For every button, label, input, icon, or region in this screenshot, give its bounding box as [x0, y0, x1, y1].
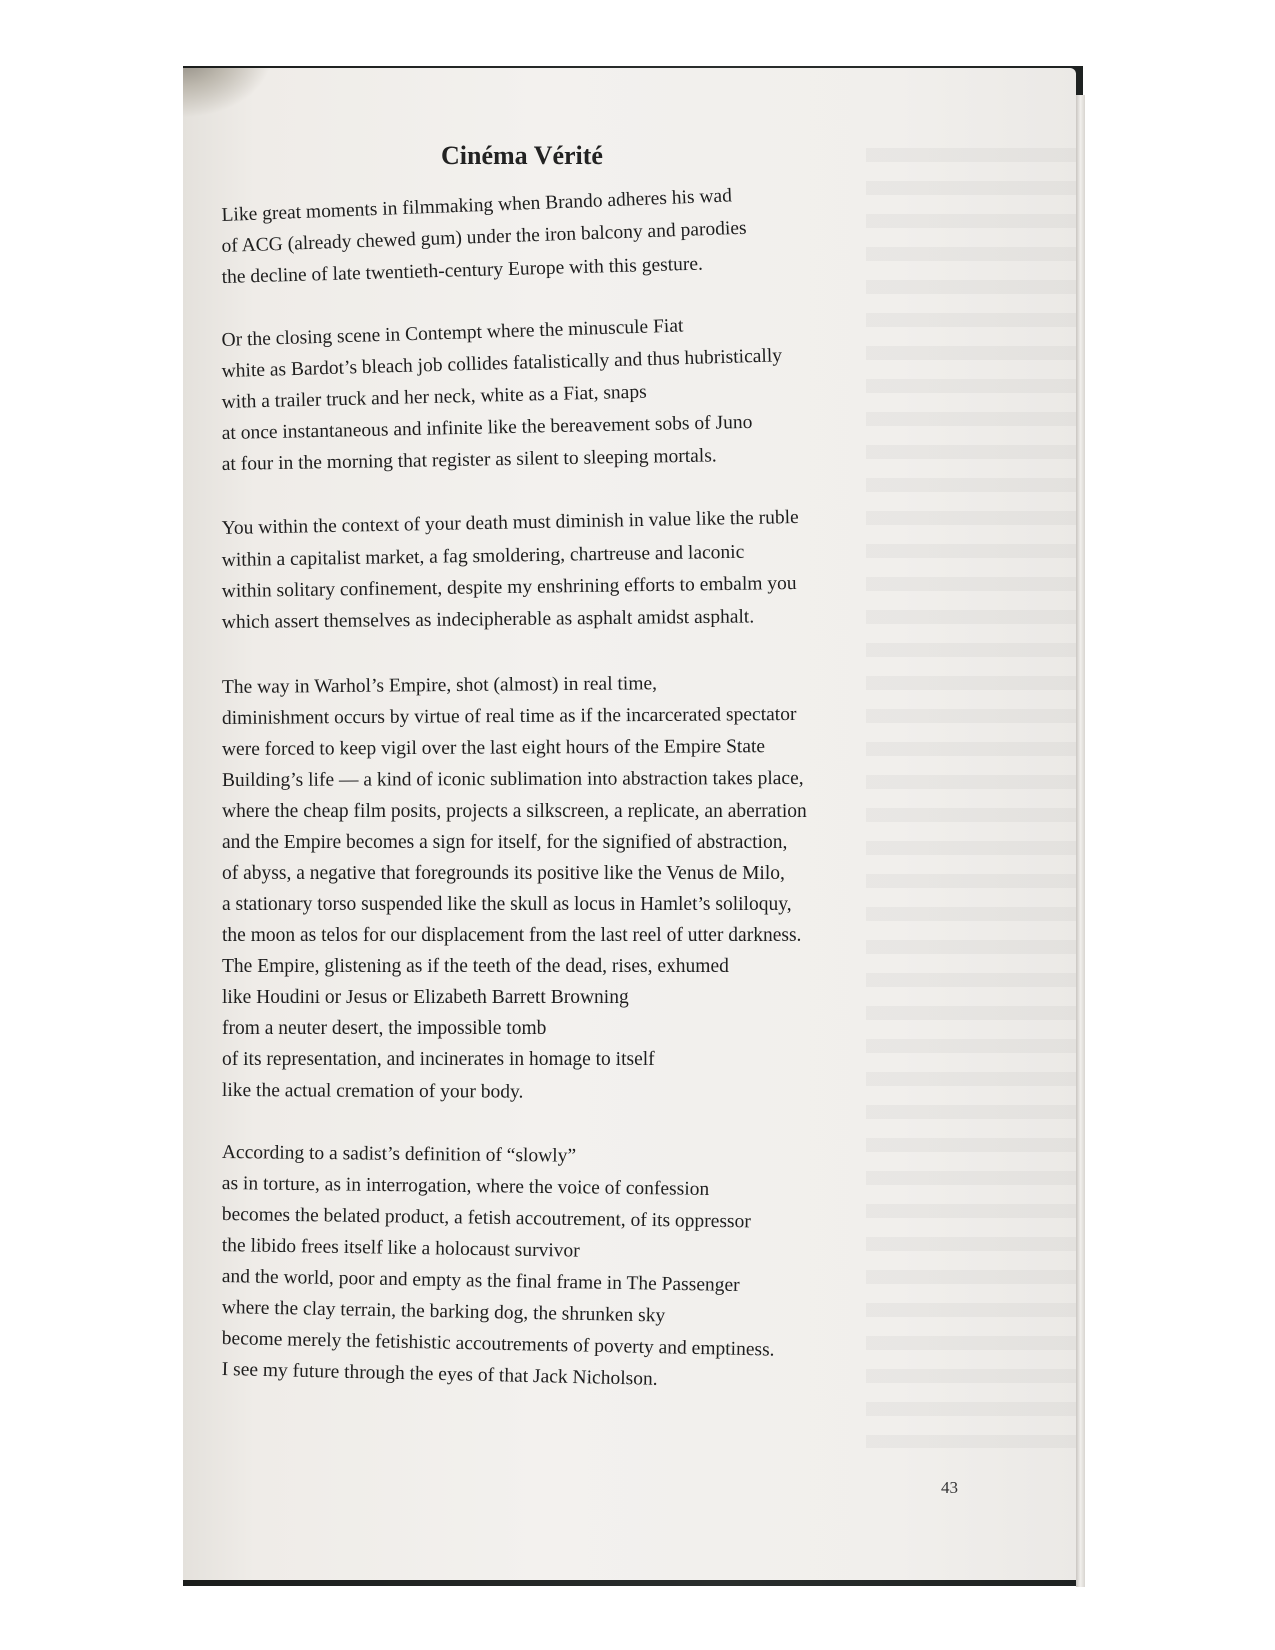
poem-line: of abyss, a negative that foregrounds its positive like the Venus de Milo,	[222, 863, 785, 884]
poem-line: within a capitalist market, a fag smoldering, chartreuse and laconic	[221, 541, 745, 572]
poem-line: Or the closing scene in Contempt where the minuscule Fiat	[221, 315, 684, 352]
show-through-text	[866, 148, 1076, 1448]
page-number: 43	[941, 1478, 958, 1497]
poem-line: like the actual cremation of your body.	[221, 1080, 524, 1103]
poem-line: Like great moments in filmmaking when Brando adheres his wad	[221, 185, 733, 227]
poem-line: The way in Warhol’s Empire, shot (almost) in real time,	[221, 673, 658, 699]
poem-line: the moon as telos for our displacement from the last reel of utter darkness.	[222, 925, 802, 946]
poem-line: and the world, poor and empty as the final frame in The Passenger	[221, 1266, 740, 1297]
poem-line: at once instantaneous and infinite like the bereavement sobs of Juno	[221, 411, 753, 445]
poem-line: of ACG (already chewed gum) under the iron balcony and parodies	[221, 217, 747, 258]
poem-line: which assert themselves as indecipherable as asphalt amidst asphalt.	[221, 606, 755, 634]
poem-line: at four in the morning that register as silent to sleeping mortals.	[221, 445, 717, 476]
poem-line: where the cheap film posits, projects a silkscreen, a replicate, an aberration	[222, 801, 807, 822]
poem-line: Building’s life — a kind of iconic sublimation into abstraction takes place,	[221, 767, 804, 791]
poem-line: the decline of late twentieth-century Europe with this gesture.	[221, 253, 704, 289]
poem-line: a stationary torso suspended like the skull as locus in Hamlet’s soliloquy,	[222, 894, 792, 915]
poem-line: where the clay terrain, the barking dog, the shrunken sky	[221, 1297, 666, 1327]
poem-line: the libido frees itself like a holocaust survivor	[221, 1235, 580, 1262]
poem-line: become merely the fetishistic accoutrements of poverty and emptiness.	[221, 1328, 775, 1361]
poem-line: within solitary confinement, despite my enshrining efforts to embalm you	[221, 572, 797, 603]
poem-line: The Empire, glistening as if the teeth of the dead, rises, exhumed	[222, 956, 729, 977]
page-edge	[1076, 95, 1085, 1587]
poem-line: of its representation, and incinerates in homage to itself	[222, 1049, 655, 1070]
poem-line: You within the context of your death must diminish in value like the ruble	[221, 506, 799, 540]
poem-line: white as Bardot’s bleach job collides fatalistically and thus hubristically	[221, 345, 783, 383]
poem-line: diminishment occurs by virtue of real time as if the incarcerated spectator	[221, 703, 797, 729]
poem-line: and the Empire becomes a sign for itself, for the signified of abstraction,	[222, 832, 788, 853]
poem-line: as in torture, as in interrogation, where the voice of confession	[221, 1173, 710, 1200]
poem-line: were forced to keep vigil over the last eight hours of the Empire State	[221, 736, 766, 760]
poem-line: I see my future through the eyes of that Jack Nicholson.	[221, 1359, 658, 1390]
book-page	[183, 68, 1076, 1580]
poem-line: like Houdini or Jesus or Elizabeth Barrett Browning	[222, 987, 629, 1008]
poem-line: According to a sadist’s definition of “slowly”	[221, 1142, 577, 1167]
poem-line: from a neuter desert, the impossible tomb	[222, 1018, 547, 1039]
poem-title: Cinéma Vérité	[441, 141, 603, 170]
poem-line: becomes the belated product, a fetish accoutrement, of its oppressor	[221, 1204, 751, 1233]
poem-line: with a trailer truck and her neck, white as a Fiat, snaps	[221, 381, 647, 414]
